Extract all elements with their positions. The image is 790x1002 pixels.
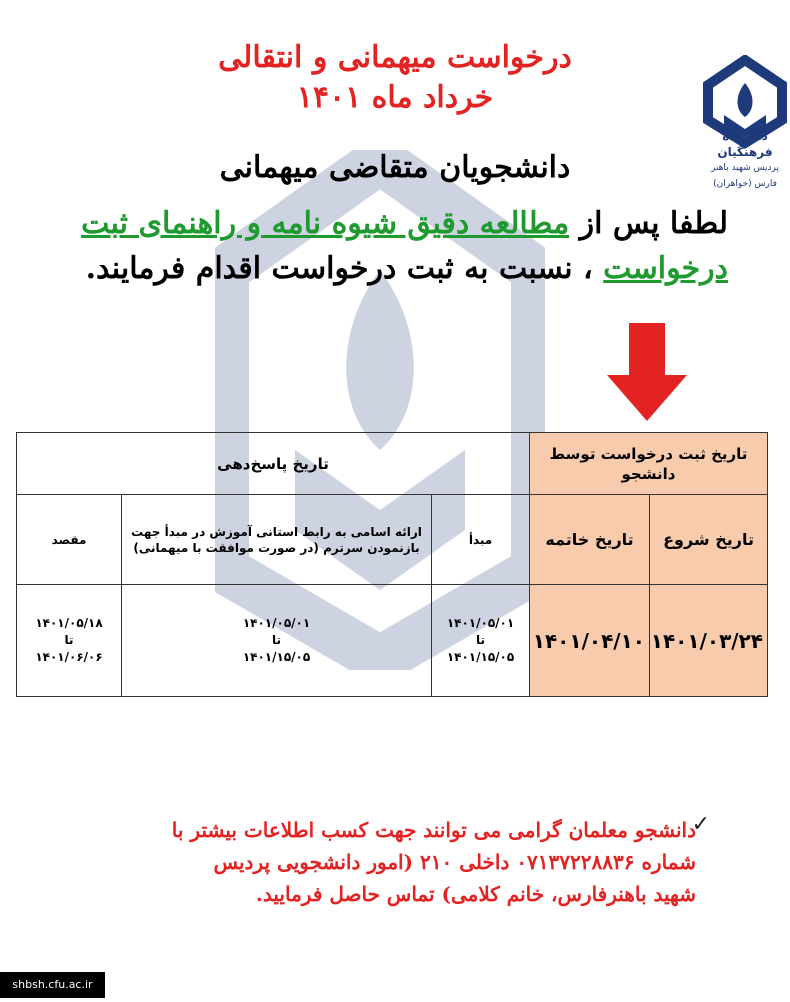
destination-to-date: ۱۴۰۱/۰۶/۰۶ [35, 650, 103, 664]
arrow-down-icon [607, 323, 687, 421]
origin-to-word: تا [476, 633, 486, 647]
contact-line2: شماره ۰۷۱۳۷۲۲۸۸۳۶ داخلی ۲۱۰ (امور دانشجویی پردیس [213, 850, 696, 874]
logo-caption [700, 128, 790, 192]
education-submission-label: ارائه اسامی به رابط استانی آموزش در مبدأ جهت بازنمودن سرترم (در صورت موافقت با میهمانی) [122, 495, 432, 585]
schedule-table [16, 432, 768, 697]
site-url-footer[interactable]: shbsh.cfu.ac.ir [0, 972, 105, 998]
origin-label: مبدأ [432, 495, 530, 585]
start-date-label: تاریخ شروع [650, 495, 768, 585]
education-to-date: ۱۴۰۱/۱۵/۰۵ [242, 650, 311, 664]
destination-date-range [17, 585, 122, 697]
logo-campus-name: پردیس شهید باهنر فارس (خواهران) [711, 163, 779, 189]
notice-line1-text: لطفا پس از [569, 206, 728, 241]
contact-line3: شهید باهنرفارس، خانم کلامی) تماس حاصل فرمایید. [255, 882, 696, 906]
destination-to-word: تا [64, 633, 74, 647]
notice-line1 [28, 204, 728, 244]
education-from-date: ۱۴۰۱/۰۵/۰۱ [242, 616, 311, 630]
page-title-line2: خرداد ماه ۱۴۰۱ [296, 80, 494, 115]
destination-from-date: ۱۴۰۱/۰۵/۱۸ [35, 616, 103, 630]
logo-university-name: دانشگاه فرهنگیان [717, 129, 773, 159]
origin-from-date: ۱۴۰۱/۰۵/۰۱ [446, 616, 515, 630]
origin-date-range [432, 585, 530, 697]
end-date-value: ۱۴۰۱/۰۴/۱۰ [530, 585, 650, 697]
notice-line2 [28, 249, 728, 289]
student-registration-header: تاریخ ثبت درخواست توسط دانشجو [530, 433, 768, 495]
checkmark-icon: ✓ [691, 812, 710, 837]
page-subtitle: دانشجویان متقاضی میهمانی [219, 150, 571, 185]
contact-line1: دانشجو معلمان گرامی می توانند جهت کسب اطلاعات بیشتر با [171, 818, 696, 842]
start-date-value: ۱۴۰۱/۰۳/۲۴ [650, 585, 768, 697]
education-to-word: تا [272, 633, 282, 647]
guide-link[interactable]: مطالعه دقیق شیوه نامه و راهنمای ثبت [81, 206, 570, 241]
guide-link-continued[interactable]: درخواست [603, 251, 728, 286]
end-date-label: تاریخ خاتمه [530, 495, 650, 585]
destination-label: مقصد [17, 495, 122, 585]
notice-line2-text: ، نسبت به ثبت درخواست اقدام فرمایند. [85, 251, 604, 286]
response-date-header: تاریخ پاسخ‌دهی [17, 433, 530, 495]
origin-to-date: ۱۴۰۱/۱۵/۰۵ [446, 650, 515, 664]
page-title-line1: درخواست میهمانی و انتقالی [218, 40, 572, 75]
education-date-range [122, 585, 432, 697]
